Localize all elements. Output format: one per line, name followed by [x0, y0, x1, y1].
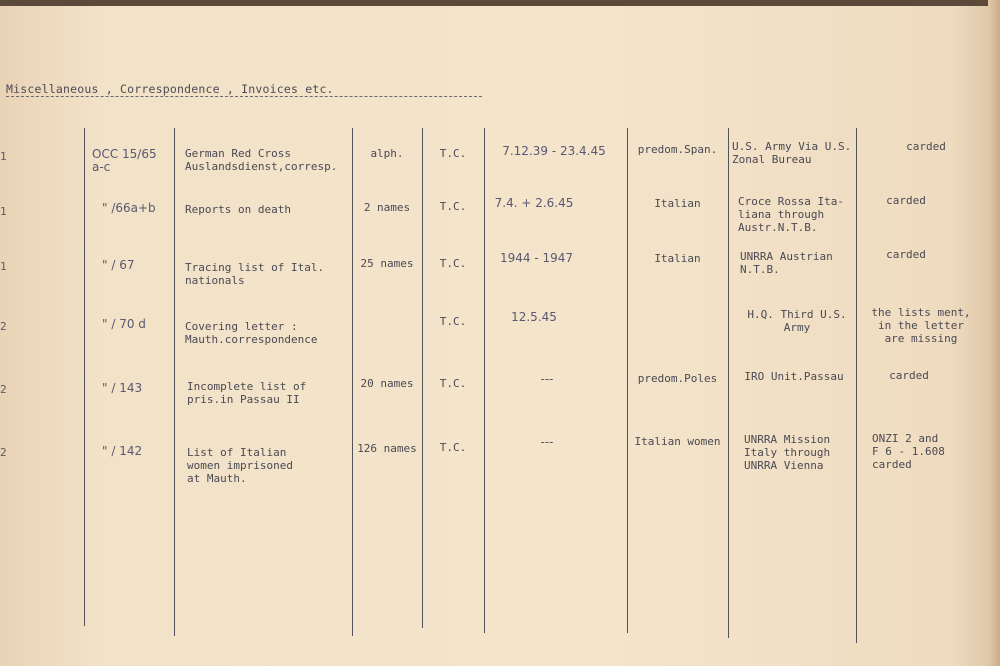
row-1-title: German Red Cross Auslandsdienst,corresp. [185, 147, 338, 173]
row-5-nationality: predom.Poles [637, 372, 718, 385]
row-2-title: Reports on death [185, 203, 291, 216]
row-5-title: Incomplete list of pris.in Passau II [187, 380, 307, 406]
row-4-type: T.C. [439, 315, 467, 328]
row-5-remarks: carded [889, 369, 929, 382]
row-1-box-number: 1 [0, 150, 7, 163]
section-heading: Miscellaneous , Correspondence , Invoices etc. [6, 82, 334, 96]
row-3-nationality: Italian [654, 252, 701, 265]
row-1-source: U.S. Army Via U.S. Zonal Bureau [732, 140, 852, 166]
row-6-file-number: " / 142 [102, 444, 143, 458]
page-top-edge [0, 0, 1000, 6]
row-5-box-number: 2 [0, 383, 7, 396]
column-rule-2 [174, 128, 175, 636]
row-5-dates: --- [540, 372, 554, 386]
column-rule-1 [84, 128, 85, 626]
row-4-dates: 12.5.45 [511, 310, 557, 324]
row-6-box-number: 2 [0, 446, 7, 459]
row-2-source: Croce Rossa Ita- liana through Austr.N.T.B. [738, 195, 844, 234]
row-6-source: UNRRA Mission Italy through UNRRA Vienna [744, 433, 831, 472]
row-2-arrangement: 2 names [363, 201, 411, 214]
row-3-title: Tracing list of Ital. nationals [185, 261, 325, 287]
row-4-box-number: 2 [0, 320, 7, 333]
row-4-title: Covering letter : Mauth.correspondence [185, 320, 318, 346]
row-2-box-number: 1 [0, 205, 7, 218]
row-5-arrangement: 20 names [360, 377, 414, 390]
row-6-nationality: Italian women [634, 435, 721, 448]
row-6-dates: --- [540, 435, 554, 449]
row-2-nationality: Italian [654, 197, 701, 210]
row-6-remarks: ONZI 2 and F 6 - 1.608 carded [872, 432, 945, 471]
row-2-dates: 7.4. + 2.6.45 [494, 196, 574, 210]
row-3-box-number: 1 [0, 260, 7, 273]
row-5-source: IRO Unit.Passau [744, 370, 844, 383]
row-2-remarks: carded [886, 194, 926, 207]
row-4-file-number: " / 70 d [102, 317, 146, 331]
row-5-type: T.C. [439, 377, 467, 390]
column-rule-7 [728, 128, 729, 638]
row-1-file-number: OCC 15/65 a-c [92, 147, 157, 174]
row-3-type: T.C. [439, 257, 467, 270]
row-6-type: T.C. [439, 441, 467, 454]
heading-underline [6, 96, 482, 97]
row-1-type: T.C. [439, 147, 467, 160]
row-1-dates: 7.12.39 - 23.4.45 [502, 144, 606, 158]
row-3-arrangement: 25 names [360, 257, 414, 270]
row-1-remarks: carded [906, 140, 946, 153]
row-1-nationality: predom.Span. [637, 143, 718, 156]
row-3-source: UNRRA Austrian N.T.B. [740, 250, 833, 276]
row-6-title: List of Italian women imprisoned at Mauth. [187, 446, 293, 485]
row-1-arrangement: alph. [370, 147, 404, 160]
row-3-dates: 1944 - 1947 [499, 251, 574, 265]
row-4-source: H.Q. Third U.S. Army [747, 308, 847, 334]
row-4-remarks: the lists ment, in the letter are missing [871, 306, 971, 345]
row-3-file-number: " / 67 [102, 258, 135, 272]
row-5-file-number: " / 143 [102, 381, 143, 395]
row-2-type: T.C. [439, 200, 467, 213]
row-6-arrangement: 126 names [357, 442, 417, 455]
row-3-remarks: carded [886, 248, 926, 261]
page-right-edge [988, 0, 1000, 666]
row-2-file-number: " /66a+b [102, 201, 156, 215]
